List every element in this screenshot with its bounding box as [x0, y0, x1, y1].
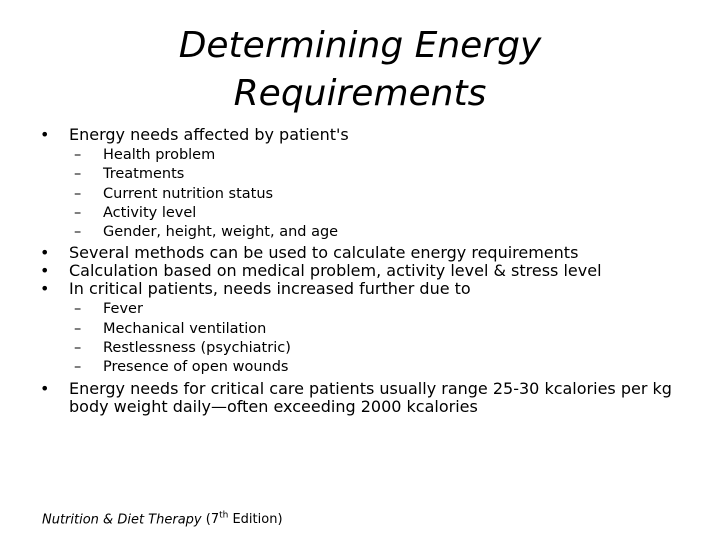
sub-bullet-item — [74, 320, 700, 339]
dash-icon: – — [74, 204, 82, 221]
slide-title — [0, 22, 720, 118]
sub-bullet-text: Treatments — [103, 166, 185, 183]
bullet-text: Energy needs for critical care patients usually range 25-30 kcalories per kg body weight daily—often exceeding 2000 kcalories — [69, 378, 672, 416]
bullet-item-calculation — [40, 262, 700, 280]
dash-icon: – — [74, 224, 82, 241]
sub-bullet-text: Presence of open wounds — [103, 359, 289, 376]
bullet-item-energy-needs — [40, 126, 700, 242]
dash-icon: – — [74, 359, 82, 376]
bullet-item-several-methods — [40, 244, 700, 262]
bullet-text: Energy needs affected by patient's — [69, 125, 349, 144]
sub-bullet-text: Fever — [103, 301, 143, 318]
bullet-item-critical-care-range — [40, 380, 700, 416]
sub-bullet-item — [74, 358, 700, 377]
sub-bullet-item — [74, 165, 700, 184]
sub-bullet-item — [74, 300, 700, 319]
sub-bullet-text: Activity level — [103, 204, 197, 221]
dash-icon: – — [74, 340, 82, 357]
bullet-icon: • — [40, 261, 50, 281]
sub-bullet-item — [74, 204, 700, 223]
source-citation — [42, 507, 283, 529]
sub-bullet-text: Health problem — [103, 147, 216, 163]
source-edition-close: Edition) — [228, 512, 283, 528]
sub-bullet-text: Restlessness (psychiatric) — [103, 340, 291, 357]
sub-bullet-text: Mechanical ventilation — [103, 320, 267, 337]
sub-bullet-text: Gender, height, weight, and age — [103, 224, 339, 241]
sub-bullet-list — [74, 300, 700, 377]
bullet-icon: • — [40, 279, 50, 299]
slide-content — [40, 126, 700, 416]
sub-bullet-item — [74, 223, 700, 242]
bullet-item-critical-patients — [40, 280, 700, 377]
sub-bullet-item — [74, 185, 700, 204]
sub-bullet-item — [74, 339, 700, 358]
dash-icon: – — [74, 185, 82, 202]
source-edition — [206, 512, 283, 527]
bullet-icon: • — [40, 243, 50, 263]
sub-bullet-item — [74, 146, 700, 165]
dash-icon: – — [74, 301, 82, 318]
bullet-text: Calculation based on medical problem, activity level & stress level — [69, 261, 602, 281]
bullet-text: In critical patients, needs increased further due to — [69, 279, 471, 299]
bullet-list — [40, 126, 700, 416]
dash-icon: – — [74, 147, 82, 163]
source-edition-sup: th — [219, 511, 229, 521]
bullet-icon: • — [40, 378, 50, 398]
bullet-text: Several methods can be used to calculate energy requirements — [69, 243, 579, 263]
sub-bullet-text: Current nutrition status — [103, 185, 274, 202]
dash-icon: – — [74, 320, 82, 337]
slide-title-line-2: Requirements — [233, 73, 487, 114]
source-book-title: Nutrition & Diet Therapy — [42, 512, 202, 528]
slide-title-line-1: Determining Energy — [178, 25, 542, 66]
dash-icon: – — [74, 166, 82, 183]
sub-bullet-list — [74, 146, 700, 242]
bullet-icon: • — [40, 125, 50, 144]
source-edition-open: (7 — [205, 512, 220, 528]
